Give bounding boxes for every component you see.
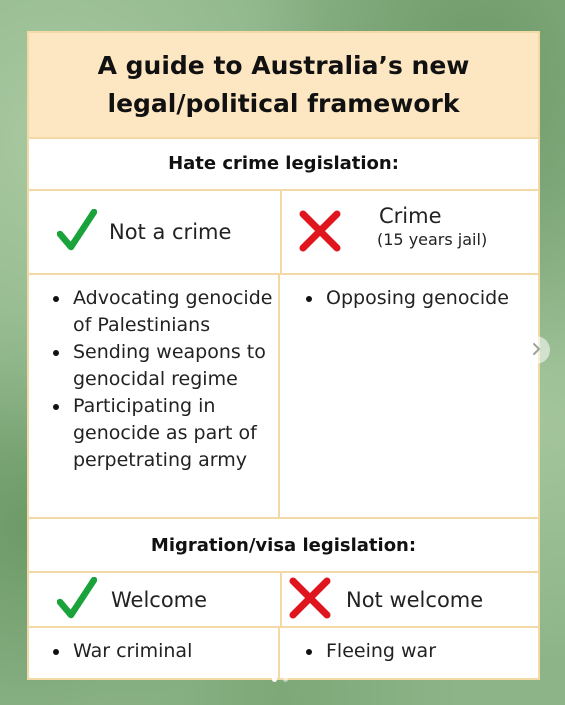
not-a-crime-list-cell [29, 275, 280, 517]
crime-cell [282, 191, 538, 273]
cross-icon [288, 576, 332, 624]
title-box [29, 33, 538, 139]
not-welcome-list [282, 638, 538, 665]
hate-crime-verdict-row [29, 191, 538, 275]
not-a-crime-cell [29, 191, 282, 273]
list-item: War criminal [29, 638, 278, 665]
welcome-label: Welcome [111, 587, 208, 612]
not-a-crime-label: Not a crime [109, 220, 232, 244]
chevron-right-icon [530, 341, 542, 360]
hate-crime-heading: Hate crime legislation: [168, 152, 399, 174]
not-a-crime-list [29, 285, 278, 474]
not-welcome-cell [282, 573, 538, 626]
not-welcome-list-cell [282, 628, 538, 678]
welcome-list-cell [29, 628, 280, 678]
check-icon [57, 577, 97, 623]
list-item: Advocating genocide of Palestinians [29, 285, 278, 339]
welcome-list [29, 638, 278, 665]
hate-crime-list-row [29, 275, 538, 519]
crime-list [282, 285, 538, 312]
crime-sublabel: (15 years jail) [377, 230, 488, 249]
carousel-dot[interactable] [283, 677, 288, 682]
carousel-dots [272, 677, 288, 682]
not-welcome-label: Not welcome [346, 587, 484, 612]
migration-list-row [29, 628, 538, 678]
welcome-cell [29, 573, 282, 626]
hate-crime-heading-row [29, 137, 538, 191]
list-item: Opposing genocide [282, 285, 538, 312]
guide-card [27, 31, 540, 680]
crime-list-cell [282, 275, 538, 517]
list-item: Participating in genocide as part of perpetrating army [29, 393, 278, 474]
crime-text [379, 204, 487, 249]
carousel-dot[interactable] [272, 677, 277, 682]
migration-heading-row [29, 519, 538, 573]
page-title: A guide to Australia’s new legal/political framework [97, 51, 470, 118]
list-item: Fleeing war [282, 638, 538, 665]
cross-icon [298, 209, 342, 257]
check-icon [57, 209, 97, 255]
migration-heading: Migration/visa legislation: [150, 534, 417, 556]
migration-verdict-row [29, 573, 538, 628]
list-item: Sending weapons to genocidal regime [29, 339, 278, 393]
next-slide-button[interactable] [522, 336, 550, 364]
crime-label: Crime [379, 204, 442, 228]
